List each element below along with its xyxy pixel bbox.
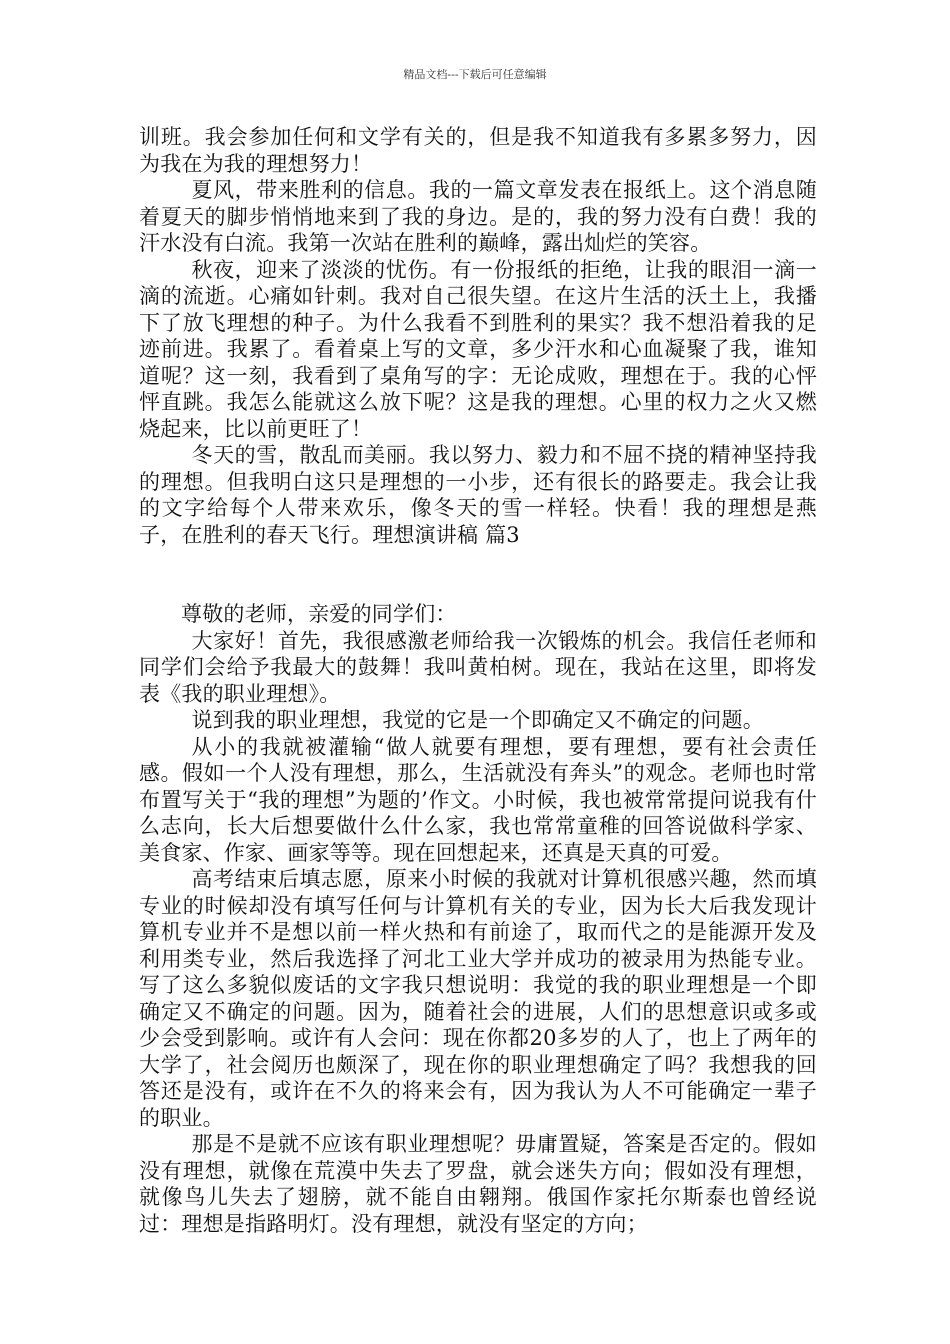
paragraph: 大家好！首先，我很感激老师给我一次锻炼的机会。我信任老师和同学们会给予我最大的鼓舞！我叫黄柏树。现在，我站在这里，即将发表《我的职业理想》。 [139, 628, 817, 706]
paragraph: 冬天的雪，散乱而美丽。我以努力、毅力和不屈不挠的精神坚持我的理想。但我明白这只是理想的一小步，还有很长的路要走。我会让我的文字给每个人带来欢乐，像冬天的雪一样轻。快看！我的理想是燕子，在胜利的春天飞行。理想演讲稿 篇3 [139, 443, 817, 547]
paragraph: 秋夜，迎来了淡淡的忧伤。有一份报纸的拒绝，让我的眼泪一滴一滴的流逝。心痛如针刺。我对自己很失望。在这片生活的沃土上，我播下了放飞理想的种子。为什么我看不到胜利的果实？我不想沿着我的足迹前进。我累了。看着桌上写的文章，多少汗水和心血凝聚了我，谁知道呢？这一刻，我看到了桌角写的字：无论成败，理想在于。我的心怦怦直跳。我怎么能就这么放下呢？这是我的理想。心里的权力之火又燃烧起来，比以前更旺了！ [139, 257, 817, 441]
paragraph: 夏风，带来胜利的信息。我的一篇文章发表在报纸上。这个消息随着夏天的脚步悄悄地来到了我的身边。是的，我的努力没有白费！我的汗水没有白流。我第一次站在胜利的巅峰，露出灿烂的笑容。 [139, 178, 817, 255]
paragraph: 说到我的职业理想，我觉的它是一个即确定又不确定的问题。 [191, 708, 764, 732]
blank-spacer [139, 548, 817, 601]
salutation: 尊敬的老师，亲爱的同学们： [181, 602, 457, 626]
paragraph: 高考结束后填志愿，原来小时候的我就对计算机很感兴趣，然而填专业的时候却没有填写任何与计算机有关的专业，因为长大后我发现计算机专业并不是想以前一样火热和有前途了，取而代之的是能源开发及利用类专业，然后我选择了河北工业大学并成功的被录用为热能专业。写了这么多貌似废话的文字我只想说明：我觉的我的职业理想是一个即确定又不确定的问题。因为，随着社会的进展，人们的思想意识或多或少会受到影响。或许有人会问：现在你都20多岁的人了，也上了两年的大学了，社会阅历也颇深了，现在你的职业理想确定了吗？我想我的回答还是没有，或许在不久的将来会有，因为我认为人不可能确定一辈子的职业。 [139, 867, 817, 1130]
paragraph: 训班。我会参加任何和文学有关的，但是我不知道我有多累多努力，因为我在为我的理想努力！ [139, 125, 817, 176]
page-header: 精品文档---下载后可任意编辑 [403, 68, 547, 81]
document-body [139, 124, 817, 1237]
paragraph: 从小的我就被灌输“做人就要有理想，要有理想，要有社会责任感。假如一个人没有理想，那么，生活就没有奔头”的观念。老师也时常布置写关于“我的理想”为题的’作文。小时候，我也被常常提问说我有什么志向，长大后想要做什么什么家，我也常常童稚的回答说做科学家、美食家、作家、画家等等。现在回想起来，还真是天真的可爱。 [139, 734, 817, 865]
paragraph: 那是不是就不应该有职业理想呢？毋庸置疑，答案是否定的。假如没有理想，就像在荒漠中失去了罗盘，就会迷失方向；假如没有理想，就像鸟儿失去了翅膀，就不能自由翱翔。俄国作家托尔斯泰也曾经说过：理想是指路明灯。没有理想，就没有坚定的方向； [139, 1132, 817, 1236]
